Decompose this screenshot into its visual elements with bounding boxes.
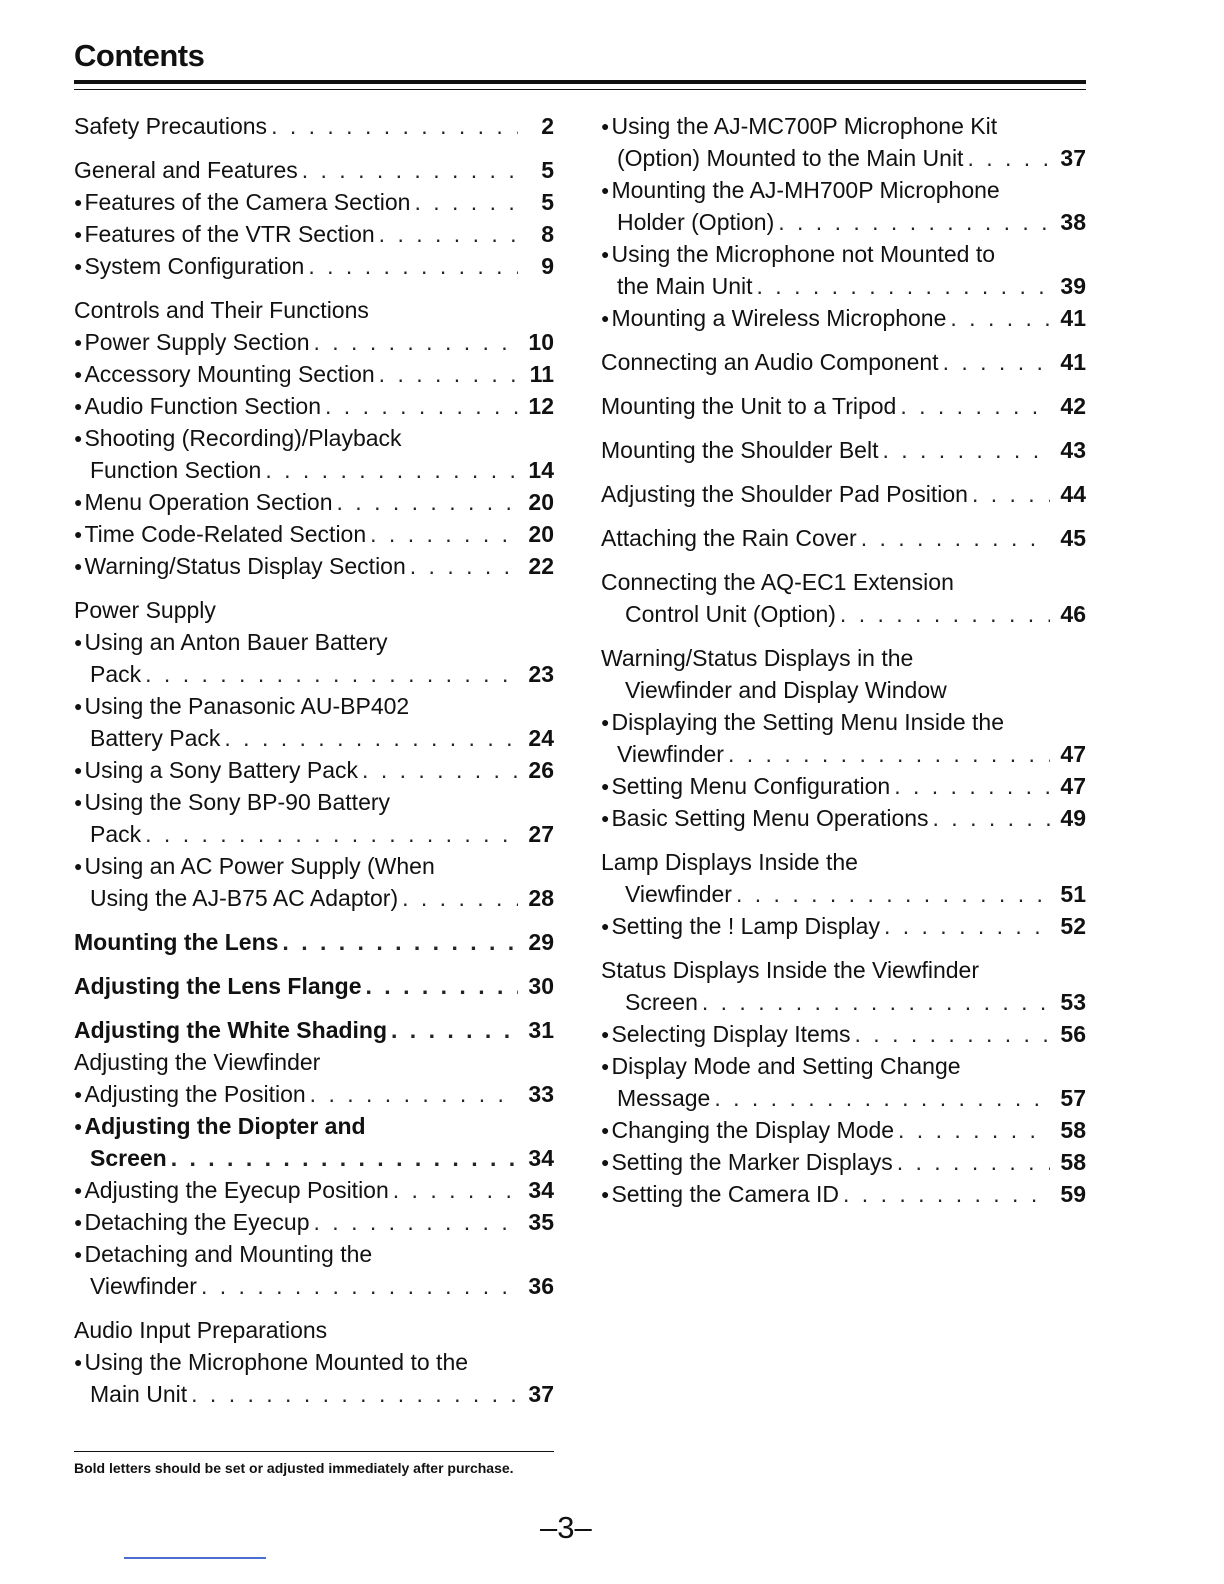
toc-entry — [601, 1018, 1086, 1050]
toc-entry — [601, 770, 1086, 802]
toc-entry — [74, 1046, 554, 1078]
toc-page-number: 33 — [528, 1081, 554, 1107]
toc-page-number: 23 — [528, 661, 554, 687]
toc-entry-title: ● Mounting the AJ-MH700P Microphone — [601, 174, 1000, 206]
toc-page-number: 56 — [1060, 1021, 1086, 1047]
dot-leader — [282, 926, 518, 958]
toc-entry — [601, 238, 1086, 302]
dot-leader — [171, 1142, 518, 1174]
toc-entry — [601, 434, 1086, 466]
dot-leader — [861, 522, 1050, 554]
dot-leader — [265, 454, 518, 486]
toc-entry — [74, 1206, 554, 1238]
dot-leader — [337, 486, 518, 518]
toc-entry-title: ● Menu Operation Section — [74, 486, 333, 518]
toc-entry-title: Safety Precautions — [74, 113, 268, 139]
dot-leader — [410, 550, 518, 582]
footnote-divider — [74, 1451, 554, 1452]
toc-entry — [601, 1114, 1086, 1146]
toc-entry — [601, 1050, 1086, 1114]
toc-entry-title: ● Setting the Camera ID — [601, 1178, 839, 1210]
toc-page-number: 47 — [1060, 773, 1086, 799]
toc-page-number: 20 — [528, 521, 554, 547]
dot-leader — [702, 986, 1050, 1018]
dot-leader — [393, 1174, 518, 1206]
toc-page-number: 41 — [1060, 349, 1086, 375]
toc-entry-title: ● Time Code-Related Section — [74, 518, 366, 550]
toc-page-number: 10 — [528, 329, 554, 355]
toc-entry-title: Attaching the Rain Cover — [601, 525, 857, 551]
toc-page-number: 51 — [1060, 881, 1086, 907]
toc-entry — [601, 174, 1086, 238]
toc-entry-title: ● Features of the VTR Section — [74, 218, 375, 250]
scan-mark — [124, 1557, 266, 1559]
toc-entry — [74, 1238, 554, 1302]
toc-page-number: 29 — [528, 929, 554, 955]
dot-leader — [972, 478, 1050, 510]
dot-leader — [310, 1078, 518, 1110]
toc-page-number: 45 — [1060, 525, 1086, 551]
dot-leader — [933, 802, 1050, 834]
toc-entry-title-cont: Viewfinder — [617, 741, 724, 767]
toc-entry-title: Connecting an Audio Component — [601, 349, 939, 375]
toc-entry-title: ● Changing the Display Mode — [601, 1114, 894, 1146]
toc-page-number: 57 — [1060, 1085, 1086, 1111]
page-number: –3– — [540, 1510, 592, 1545]
toc-entry-title: Adjusting the Lens Flange — [74, 973, 362, 999]
dot-leader — [314, 1206, 518, 1238]
toc-entry-title: ● Displaying the Setting Menu Inside the — [601, 706, 1004, 738]
dot-leader — [884, 910, 1050, 942]
toc-entry-title-cont: Screen — [90, 1145, 167, 1171]
toc-page-number: 26 — [528, 757, 554, 783]
toc-page-number: 35 — [528, 1209, 554, 1235]
toc-entry-title: ● Using the Microphone Mounted to the — [74, 1346, 468, 1378]
toc-entry-title-cont: the Main Unit — [617, 273, 753, 299]
toc-entry-title-cont: Viewfinder and Display Window — [625, 677, 947, 703]
toc-entry-title: ● Audio Function Section — [74, 390, 321, 422]
toc-page-number: 43 — [1060, 437, 1086, 463]
toc-entry — [74, 1174, 554, 1206]
toc-entry-title: ● Accessory Mounting Section — [74, 358, 375, 390]
toc-page-number: 38 — [1060, 209, 1086, 235]
toc-entry-title-cont: (Option) Mounted to the Main Unit — [617, 145, 964, 171]
toc-entry — [601, 642, 1086, 706]
dot-leader — [714, 1082, 1050, 1114]
toc-page-number: 52 — [1060, 913, 1086, 939]
dot-leader — [967, 142, 1050, 174]
toc-entry — [74, 550, 554, 582]
toc-entry-title-cont: Function Section — [90, 457, 262, 483]
dot-leader — [843, 1178, 1050, 1210]
header-rule-thin — [74, 89, 1086, 90]
toc-entry — [74, 422, 554, 486]
toc-page-number: 44 — [1060, 481, 1086, 507]
page-title: Contents — [74, 38, 205, 73]
toc-entry-title-cont: Viewfinder — [90, 1273, 197, 1299]
toc-entry — [74, 626, 554, 690]
toc-page-number: 2 — [541, 113, 554, 139]
toc-entry-title: ● Warning/Status Display Section — [74, 550, 406, 582]
toc-entry-title: Adjusting the Shoulder Pad Position — [601, 481, 968, 507]
dot-leader — [370, 518, 518, 550]
toc-entry-title: ● Setting Menu Configuration — [601, 770, 890, 802]
dot-leader — [900, 390, 1050, 422]
toc-entry-title: ● System Configuration — [74, 250, 304, 282]
toc-entry — [601, 910, 1086, 942]
dot-leader — [191, 1378, 518, 1410]
toc-entry — [74, 594, 554, 626]
toc-entry-title-cont: Pack — [90, 661, 142, 687]
toc-entry-title: ● Using the Microphone not Mounted to — [601, 238, 995, 270]
header-rule — [74, 80, 1086, 84]
dot-leader — [882, 434, 1050, 466]
toc-entry-title-cont: Control Unit (Option) — [625, 601, 836, 627]
toc-entry — [601, 478, 1086, 510]
toc-page-number: 36 — [528, 1273, 554, 1299]
toc-page-number: 46 — [1060, 601, 1086, 627]
toc-entry-title: ● Using an Anton Bauer Battery — [74, 626, 388, 658]
toc-page-number: 24 — [528, 725, 554, 751]
toc-entry-title-cont: Pack — [90, 821, 142, 847]
dot-leader — [379, 358, 518, 390]
toc-entry-title-cont: Message — [617, 1085, 711, 1111]
dot-leader — [308, 250, 518, 282]
dot-leader — [414, 186, 518, 218]
toc-entry — [74, 754, 554, 786]
toc-entry-title: Mounting the Shoulder Belt — [601, 437, 879, 463]
dot-leader — [943, 346, 1050, 378]
toc-page-number: 8 — [541, 221, 554, 247]
toc-entry — [74, 390, 554, 422]
toc-page-number: 39 — [1060, 273, 1086, 299]
dot-leader — [313, 326, 518, 358]
toc-entry — [601, 846, 1086, 910]
toc-entry-title: Status Displays Inside the Viewfinder — [601, 957, 979, 983]
toc-entry — [74, 1078, 554, 1110]
toc-page-number: 59 — [1060, 1181, 1086, 1207]
toc-page-number: 37 — [1060, 145, 1086, 171]
toc-entry-title: Mounting the Unit to a Tripod — [601, 393, 897, 419]
toc-entry-title: ● Basic Setting Menu Operations — [601, 802, 929, 834]
toc-entry — [74, 690, 554, 754]
toc-entry — [74, 970, 554, 1002]
toc-entry — [601, 110, 1086, 174]
dot-leader — [325, 390, 518, 422]
toc-page-number: 34 — [528, 1145, 554, 1171]
toc-entry-title: ● Using the Sony BP-90 Battery — [74, 786, 390, 818]
dot-leader — [840, 598, 1050, 630]
toc-entry — [74, 110, 554, 142]
toc-entry-title: ● Setting the Marker Displays — [601, 1146, 893, 1178]
toc-entry-title: ● Adjusting the Diopter and — [74, 1110, 366, 1142]
toc-page-number: 47 — [1060, 741, 1086, 767]
toc-entry — [601, 566, 1086, 630]
toc-entry-title: ● Features of the Camera Section — [74, 186, 410, 218]
toc-entry-title-cont: Battery Pack — [90, 725, 221, 751]
toc-entry — [601, 390, 1086, 422]
toc-page-number: 42 — [1060, 393, 1086, 419]
toc-entry — [74, 326, 554, 358]
toc-entry-title: ● Detaching and Mounting the — [74, 1238, 372, 1270]
toc-entry-title: ● Using the AJ-MC700P Microphone Kit — [601, 110, 997, 142]
toc-page-number: 12 — [528, 393, 554, 419]
toc-entry-title: Adjusting the White Shading — [74, 1017, 388, 1043]
toc-entry-title: ● Detaching the Eyecup — [74, 1206, 310, 1238]
toc-entry — [74, 186, 554, 218]
dot-leader — [391, 1014, 518, 1046]
dot-leader — [855, 1018, 1050, 1050]
dot-leader — [145, 658, 518, 690]
dot-leader — [950, 302, 1050, 334]
toc-page-number: 5 — [541, 189, 554, 215]
toc-entry-title: ● Mounting a Wireless Microphone — [601, 302, 946, 334]
dot-leader — [201, 1270, 518, 1302]
toc-entry-title: Lamp Displays Inside the — [601, 849, 858, 875]
dot-leader — [379, 218, 518, 250]
toc-entry-title: ● Setting the ! Lamp Display — [601, 910, 880, 942]
toc-entry — [74, 926, 554, 958]
dot-leader — [271, 110, 518, 142]
dot-leader — [894, 770, 1050, 802]
toc-entry — [74, 250, 554, 282]
toc-page-number: 37 — [528, 1381, 554, 1407]
toc-entry-title: Controls and Their Functions — [74, 297, 369, 323]
toc-page-number: 53 — [1060, 989, 1086, 1015]
toc-entry — [601, 1178, 1086, 1210]
toc-entry-title: ● Adjusting the Eyecup Position — [74, 1174, 389, 1206]
toc-page-number: 58 — [1060, 1149, 1086, 1175]
toc-entry — [601, 522, 1086, 554]
toc-page-number: 27 — [528, 821, 554, 847]
toc-page-number: 30 — [528, 973, 554, 999]
toc-entry-title: Mounting the Lens — [74, 929, 279, 955]
dot-leader — [778, 206, 1050, 238]
toc-page-number: 58 — [1060, 1117, 1086, 1143]
toc-entry-title: ● Power Supply Section — [74, 326, 309, 358]
toc-entry-title-cont: Holder (Option) — [617, 209, 775, 235]
toc-entry — [601, 954, 1086, 1018]
dot-leader — [402, 882, 518, 914]
toc-page-number: 49 — [1060, 805, 1086, 831]
toc-entry-title: Audio Input Preparations — [74, 1317, 328, 1343]
toc-entry-title-cont: Viewfinder — [625, 881, 732, 907]
footnote: Bold letters should be set or adjusted immediately after purchase. — [74, 1460, 514, 1476]
dot-leader — [898, 1114, 1050, 1146]
toc-entry-title: ● Selecting Display Items — [601, 1018, 851, 1050]
toc-page-number: 14 — [528, 457, 554, 483]
toc-entry — [74, 154, 554, 186]
toc-entry — [74, 1014, 554, 1046]
toc-entry-title: General and Features — [74, 157, 298, 183]
dot-leader — [302, 154, 518, 186]
toc-page-number: 28 — [528, 885, 554, 911]
toc-entry — [74, 1346, 554, 1410]
toc-page-number: 34 — [528, 1177, 554, 1203]
toc-entry-title: Power Supply — [74, 597, 216, 623]
toc-entry-title: ● Display Mode and Setting Change — [601, 1050, 961, 1082]
toc-page-number: 22 — [528, 553, 554, 579]
toc-entry — [601, 1146, 1086, 1178]
toc-page-number: 20 — [528, 489, 554, 515]
toc-page-number: 31 — [528, 1017, 554, 1043]
toc-entry — [601, 706, 1086, 770]
toc-page-number: 5 — [541, 157, 554, 183]
dot-leader — [897, 1146, 1050, 1178]
toc-entry-title: ● Shooting (Recording)/Playback — [74, 422, 402, 454]
toc-entry — [601, 802, 1086, 834]
toc-entry — [74, 486, 554, 518]
toc-entry-title-cont: Screen — [625, 989, 698, 1015]
toc-entry — [74, 850, 554, 914]
dot-leader — [145, 818, 518, 850]
toc-entry-title: ● Adjusting the Position — [74, 1078, 306, 1110]
toc-entry-title: Warning/Status Displays in the — [601, 645, 914, 671]
toc-page-number: 41 — [1060, 305, 1086, 331]
toc-right-column — [601, 110, 1086, 1210]
toc-entry — [74, 358, 554, 390]
toc-entry-title: ● Using a Sony Battery Pack — [74, 754, 358, 786]
dot-leader — [224, 722, 518, 754]
toc-entry-title-cont: Using the AJ-B75 AC Adaptor) — [90, 885, 399, 911]
toc-entry — [74, 294, 554, 326]
dot-leader — [362, 754, 518, 786]
dot-leader — [728, 738, 1050, 770]
toc-entry — [74, 218, 554, 250]
toc-entry-title: Adjusting the Viewfinder — [74, 1049, 321, 1075]
toc-entry-title: ● Using an AC Power Supply (When — [74, 850, 435, 882]
toc-entry — [74, 786, 554, 850]
toc-left-column — [74, 110, 554, 1410]
toc-entry — [601, 302, 1086, 334]
dot-leader — [366, 970, 518, 1002]
toc-page-number: 11 — [529, 361, 554, 387]
toc-page-number: 9 — [541, 253, 554, 279]
dot-leader — [736, 878, 1050, 910]
toc-entry — [74, 1110, 554, 1174]
toc-entry-title: ● Using the Panasonic AU-BP402 — [74, 690, 409, 722]
dot-leader — [757, 270, 1050, 302]
toc-entry-title-cont: Main Unit — [90, 1381, 188, 1407]
toc-entry — [601, 346, 1086, 378]
toc-entry — [74, 1314, 554, 1346]
toc-entry — [74, 518, 554, 550]
toc-entry-title: Connecting the AQ-EC1 Extension — [601, 569, 954, 595]
